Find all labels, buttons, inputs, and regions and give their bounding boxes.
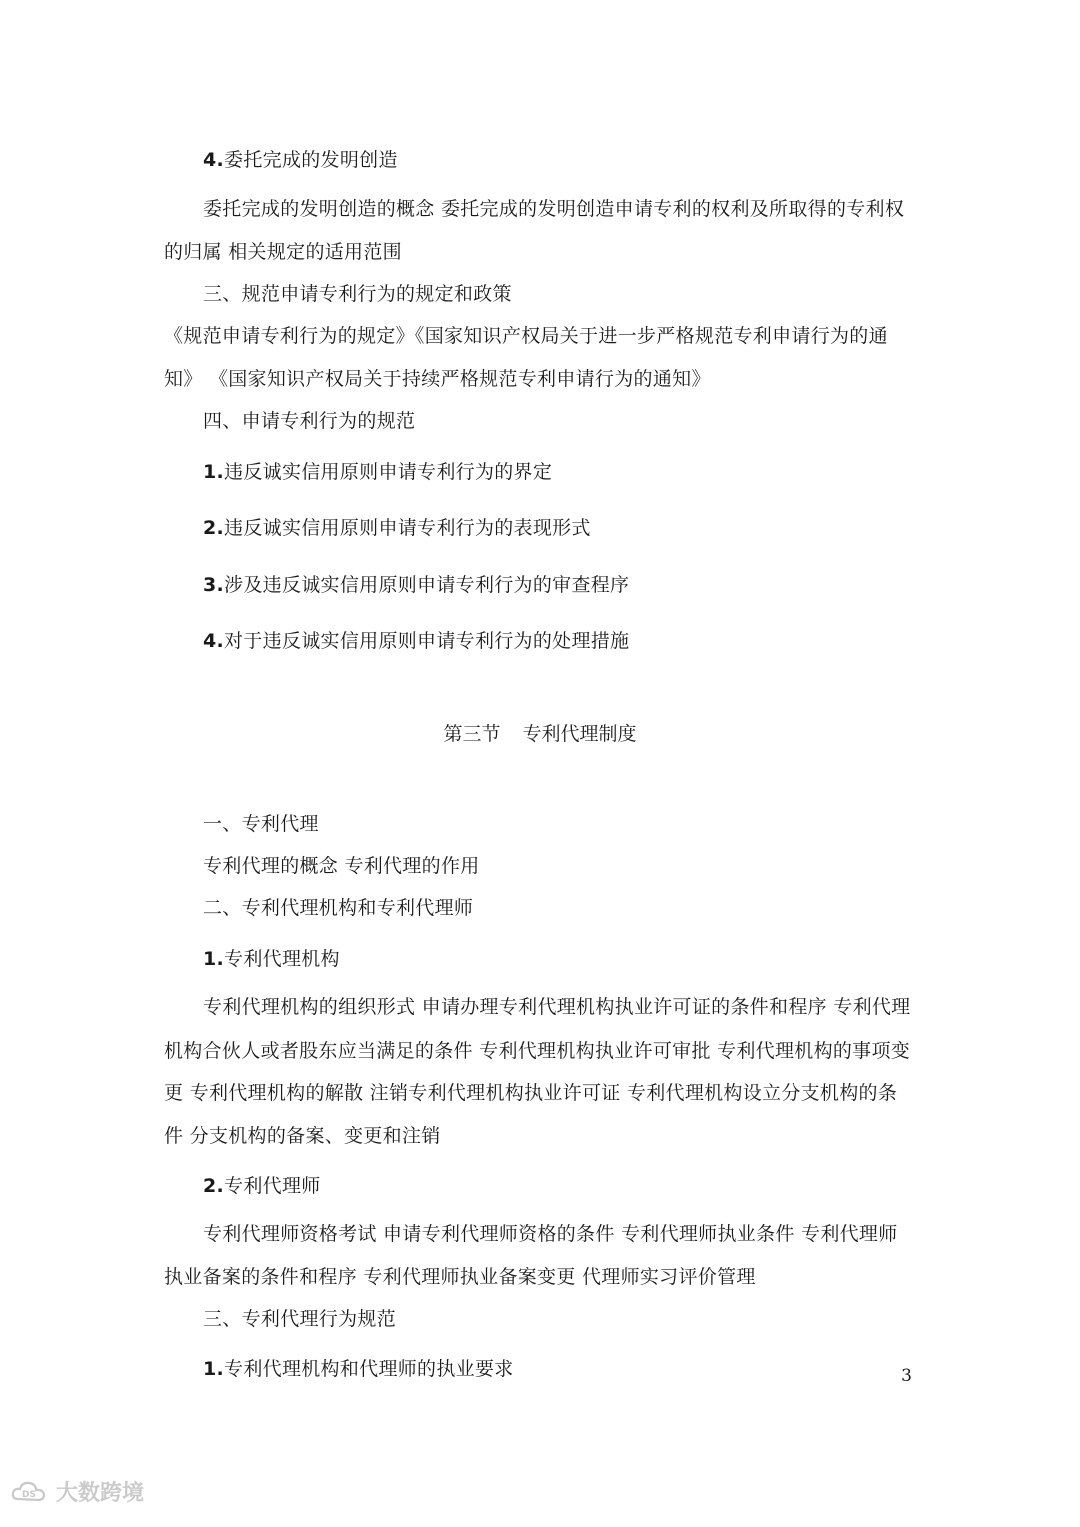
s3-heading-1-body: 专利代理的概念 专利代理的作用	[203, 855, 480, 877]
svg-text:DS: DS	[22, 1489, 36, 1500]
sub-item-text: 对于违反诚实信用原则申请专利行为的处理措施	[224, 630, 630, 652]
sub-item-number: 3.	[203, 574, 225, 596]
item4-number: 4.	[203, 149, 225, 171]
sub-item-2	[203, 516, 591, 540]
item4-heading	[203, 148, 398, 172]
s3-item-1-body-line3: 更 专利代理机构的解散 注销专利代理机构执业许可证 专利代理机构设立分支机构的条	[164, 1082, 898, 1104]
s3-item-2-title: 专利代理师	[224, 1175, 321, 1197]
s3-item-3-number: 1.	[203, 1358, 225, 1380]
s3-item-2-body-line2: 执业备案的条件和程序 专利代理师执业备案变更 代理师实习评价管理	[164, 1266, 756, 1288]
sub-item-number: 2.	[203, 517, 225, 539]
s3-heading-1: 一、专利代理	[203, 813, 319, 835]
s3-item-3-heading	[203, 1357, 514, 1381]
heading-3-policy: 三、规范申请专利行为的规定和政策	[203, 283, 512, 305]
s3-item-2-heading	[203, 1174, 321, 1198]
section-number: 第三节	[443, 723, 501, 745]
sub-item-number: 1.	[203, 461, 225, 483]
s3-item-3-title: 专利代理机构和代理师的执业要求	[224, 1358, 514, 1380]
watermark	[10, 1476, 144, 1507]
page-number: 3	[901, 1366, 912, 1386]
section-title	[0, 722, 1080, 746]
item4-title: 委托完成的发明创造	[224, 149, 398, 171]
heading-3-body-line2: 知》 《国家知识产权局关于持续严格规范专利申请行为的通知》	[164, 368, 711, 390]
s3-item-1-body-line2: 机构合伙人或者股东应当满足的条件 专利代理机构执业许可审批 专利代理机构的事项变	[164, 1040, 911, 1062]
section-name: 专利代理制度	[522, 723, 637, 745]
heading-3-body-line1: 《规范申请专利行为的规定》《国家知识产权局关于进一步严格规范专利申请行为的通	[164, 325, 888, 347]
sub-item-text: 违反诚实信用原则申请专利行为的界定	[224, 461, 553, 483]
s3-item-1-title: 专利代理机构	[224, 948, 340, 970]
s3-item-2-number: 2.	[203, 1175, 225, 1197]
sub-item-4	[203, 629, 629, 653]
sub-item-1	[203, 460, 552, 484]
heading-4-norms: 四、申请专利行为的规范	[203, 410, 416, 432]
sub-item-3	[203, 573, 629, 597]
s3-item-1-body-line4: 件 分支机构的备案、变更和注销	[164, 1125, 441, 1147]
s3-item-1-body-line1: 专利代理机构的组织形式 申请办理专利代理机构执业许可证的条件和程序 专利代理	[203, 996, 911, 1018]
sub-item-text: 违反诚实信用原则申请专利行为的表现形式	[224, 517, 591, 539]
watermark-text: 大数跨境	[56, 1481, 145, 1506]
s3-heading-3: 三、专利代理行为规范	[203, 1308, 397, 1330]
sub-item-text: 涉及违反诚实信用原则申请专利行为的审查程序	[224, 574, 630, 596]
s3-item-2-body-line1: 专利代理师资格考试 申请专利代理师资格的条件 专利代理师执业条件 专利代理师	[203, 1223, 898, 1245]
sub-item-number: 4.	[203, 630, 225, 652]
item4-body-line1: 委托完成的发明创造的概念 委托完成的发明创造申请专利的权利及所取得的专利权	[203, 198, 905, 220]
s3-item-1-heading	[203, 947, 340, 971]
s3-item-1-number: 1.	[203, 948, 225, 970]
item4-body-line2: 的归属 相关规定的适用范围	[164, 241, 402, 263]
s3-heading-2: 二、专利代理机构和专利代理师	[203, 897, 474, 919]
cloud-logo-icon	[10, 1479, 50, 1505]
